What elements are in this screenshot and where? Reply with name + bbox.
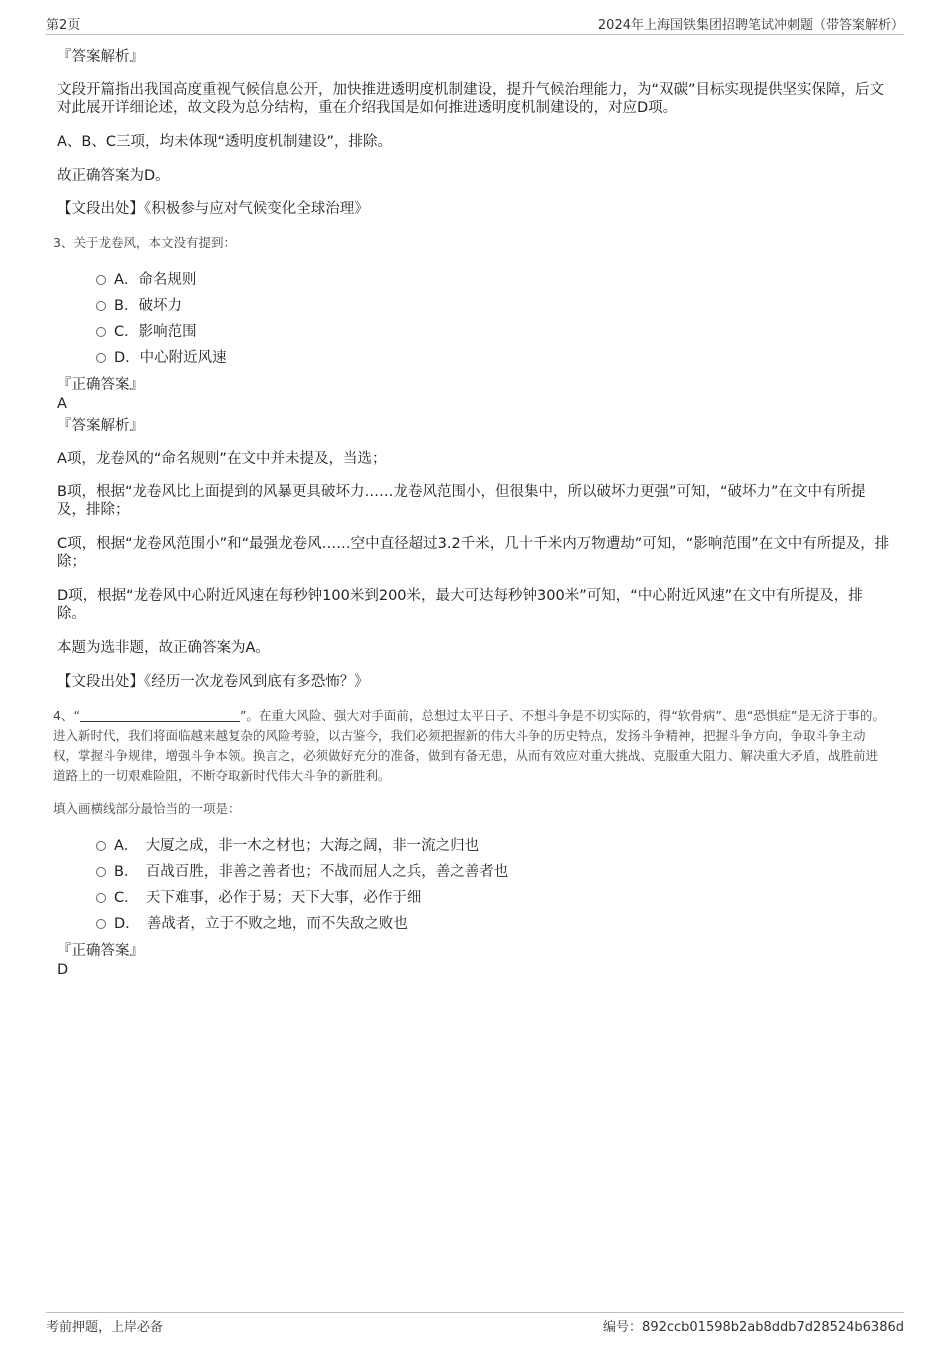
q4-option-c[interactable]: C． 天下难事，必作于易；天下大事，必作于细 [96,889,421,907]
q3-analysis-conclusion: 本题为选非题，故正确答案为A。 [57,640,270,656]
q3-analysis-d: D项，根据“龙卷风中心附近风速在每秒钟100米到200米，最大可达每秒钟300米”可知，“中心附近风速”在文中有所提及，排除。 [57,588,863,622]
q3-option-c[interactable]: C．影响范围 [96,323,197,341]
page-header [46,14,904,35]
radio-icon[interactable] [96,301,106,311]
radio-icon[interactable] [96,275,106,285]
q3-answer-label: 『正确答案』 [57,377,144,393]
prev-analysis-paragraph-1: 文段开篇指出我国高度重视气候信息公开，加快推进透明度机制建设，提升气候治理能力，为“双碳”目标实现提供坚实保障，后文对此展开详细论述，故文段为总分结构，重在介绍我国是如何推进透明度机制建设的，对应D项。 [57,82,885,116]
q4-option-d[interactable]: D． 善战者，立于不败之地，而不失敌之败也 [96,915,408,933]
page-number: 第2页 [46,18,81,33]
q3-analysis-c: C项，根据“龙卷风范围小”和“最强龙卷风……空中直径超过3.2千米，几十千米内万物遭劫”可知，“影响范围”在文中有所提及，排除； [57,536,890,570]
radio-icon[interactable] [96,893,106,903]
q3-source: 【文段出处】《经历一次龙卷风到底有多恐怖？》 [57,674,369,690]
q4-option-a[interactable]: A． 大厦之成，非一木之材也；大海之阔，非一流之归也 [96,837,479,855]
radio-icon[interactable] [96,867,106,877]
footer-doc-id: 编号：892ccb01598b2ab8ddb7d28524b6386d [603,1320,904,1335]
q4-answer-label: 『正确答案』 [57,943,144,959]
q3-analysis-a: A项，龙卷风的“命名规则”在文中并未提及，当选； [57,451,387,467]
document-title: 2024年上海国铁集团招聘笔试冲刺题（带答案解析） [597,18,904,33]
radio-icon[interactable] [96,353,106,363]
radio-icon[interactable] [96,919,106,929]
question-4-stem: 4、“ ”。在重大风险、强大对手面前，总想过太平日子、不想斗争是不切实际的，得“软骨病”、患“恐惧症”是无济于事的。进入新时代，我们将面临越来越复杂的风险考验，以古鉴今，我们必须把握新的伟大斗争的历史特点，发扬斗争精神，把握斗争方向，争取斗争主动权，掌握斗争规律，增强斗争本领。换言之，必须做好充分的准备，做到有备无患，从而有效应对重大挑战、克服重大阻力、解决重大矛盾，战胜前进道路上的一切艰难险阻，不断夺取新时代伟大斗争的新胜利。 [53,708,885,783]
radio-icon[interactable] [96,327,106,337]
prev-analysis-paragraph-2: A、B、C三项，均未体现“透明度机制建设”，排除。 [57,134,393,150]
q3-option-d[interactable]: D．中心附近风速 [96,349,227,367]
q4-option-b[interactable]: B． 百战百胜，非善之善者也；不战而屈人之兵，善之善者也 [96,863,508,881]
fill-blank [80,709,240,722]
prev-analysis-label: 『答案解析』 [57,49,144,65]
q3-option-a[interactable]: A．命名规则 [96,271,196,289]
q4-answer: D [57,962,69,978]
radio-icon[interactable] [96,841,106,851]
prev-source: 【文段出处】《积极参与应对气候变化全球治理》 [57,201,369,217]
page-footer [46,1312,904,1335]
question-4-prompt: 填入画横线部分最恰当的一项是： [53,801,241,816]
q3-option-b[interactable]: B．破坏力 [96,297,182,315]
footer-slogan: 考前押题，上岸必备 [46,1320,164,1335]
q3-answer: A [57,396,67,412]
prev-analysis-paragraph-3: 故正确答案为D。 [57,168,170,184]
question-3-stem: 3、关于龙卷风，本文没有提到： [53,235,236,250]
q3-analysis-b: B项，根据“龙卷风比上面提到的风暴更具破坏力……龙卷风范围小，但很集中，所以破坏力更强”可知，“破坏力”在文中有所提及，排除； [57,484,866,518]
q3-analysis-label: 『答案解析』 [57,418,144,434]
